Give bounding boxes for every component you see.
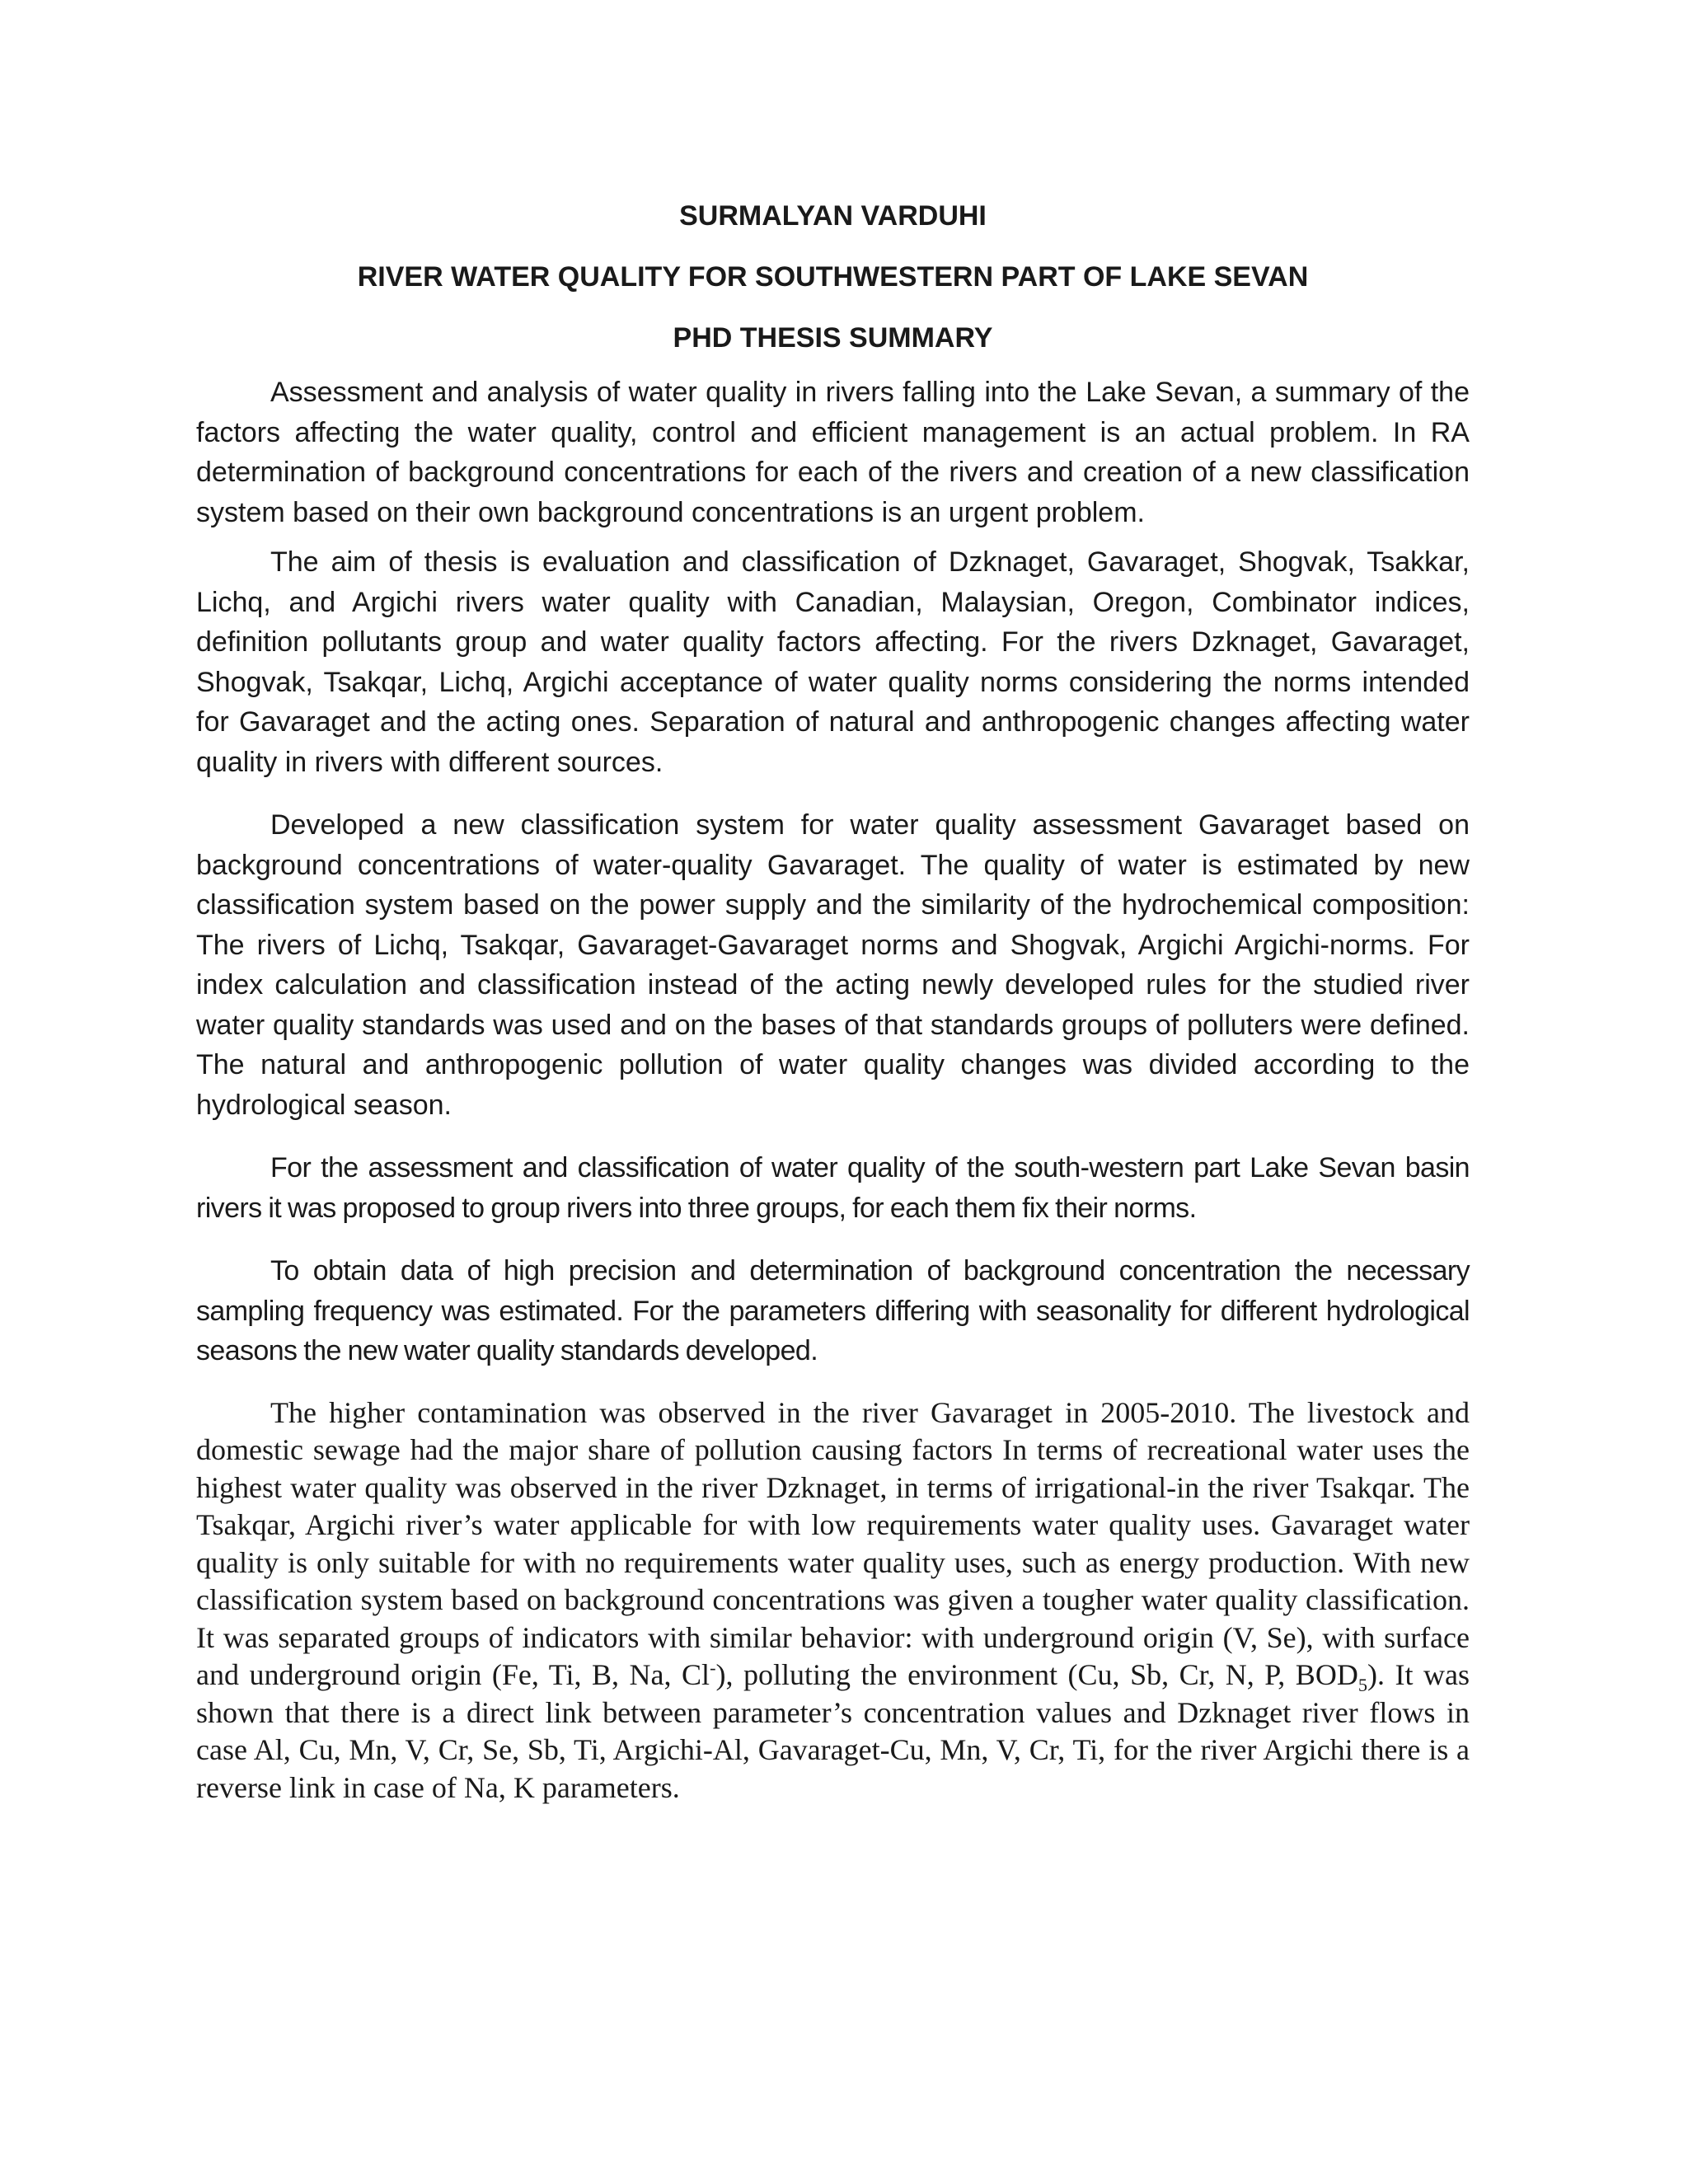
paragraph-6: [196, 1394, 1470, 1807]
paragraph-4: For the assessment and classification of water quality of the south-western part Lake Sevan basin rivers it was proposed to group rivers into three groups, for each them fix their norms.: [196, 1152, 1470, 1224]
paragraph-6-part-a: The higher contamination was observed in the river Gavaraget in 2005-2010. The livestock and domestic sewage had the major share of pollution causing factors In terms of recreational water uses the highest water quality was observed in the river Dzknaget, in terms of irrigational-in the river Tsakqar. The Tsakqar, Argichi river’s water applicable for with low requirements water quality uses. Gavaraget water quality is only suitable for with no requirements water quality uses, such as energy production. With new classification system based on background concentrations was given a tougher water quality classification. It was separated groups of indicators with similar behavior: with underground origin (V, Se), with surface and underground origin (Fe, Ti, B, Na, Cl: [196, 1395, 1470, 1691]
bod-subscript: 5: [1357, 1675, 1367, 1696]
document-page: [196, 198, 1470, 1816]
thesis-title: RIVER WATER QUALITY FOR SOUTHWESTERN PART OF LAKE SEVAN: [357, 261, 1309, 293]
paragraph-1: Assessment and analysis of water quality in rivers falling into the Lake Sevan, a summary of the factors affecting the water quality, control and efficient management is an actual problem. In RA determination of background concentrations for each of the rivers and creation of a new classification system based on their own background concentrations is an urgent problem.: [196, 377, 1470, 528]
paragraph-2: The aim of thesis is evaluation and classification of Dzknaget, Gavaraget, Shogvak, Tsakkar, Lichq, and Argichi rivers water quality with Canadian, Malaysian, Oregon, Combinator indices, definition pollutants group and water quality factors affecting. For the rivers Dzknaget, Gavaraget, Shogvak, Tsakqar, Lichq, Argichi acceptance of water quality norms considering the norms intended for Gavaraget and the acting ones. Separation of natural and anthropogenic changes affecting water quality in rivers with different sources.: [196, 546, 1470, 778]
paragraph-5: To obtain data of high precision and determination of background concentration the necessary sampling frequency was estimated. For the parameters differing with seasonality for different hydrological seasons the new water quality standards developed.: [196, 1255, 1470, 1366]
chloride-charge: -: [710, 1657, 716, 1678]
author-name: SURMALYAN VARDUHI: [679, 200, 987, 232]
paragraph-6-part-b: ), polluting the environment (Cu, Sb, Cr, N, P, BOD: [715, 1658, 1358, 1691]
paragraph-3: Developed a new classification system for water quality assessment Gavaraget based on background concentrations of water-quality Gavaraget. The quality of water is estimated by new classification system based on the power supply and the similarity of the hydrochemical composition: The rivers of Lichq, Tsakqar, Gavaraget-Gavaraget norms and Shogvak, Argichi Argichi-norms. For index calculation and classification instead of the acting newly developed rules for the studied river water quality standards was used and on the bases of that standards groups of polluters were defined. The natural and anthropogenic pollution of water quality changes was divided according to the hydrological season.: [196, 809, 1470, 1121]
paragraph-6-part-c: ). It was shown that there is a direct link between parameter’s concentration values and Dzknaget river flows in case Al, Cu, Mn, V, Cr, Se, Sb, Ti, Argichi-Al, Gavaraget-Cu, Mn, V, Cr, Ti, for the river Argichi there is a reverse link in case of Na, K parameters.: [196, 1658, 1470, 1804]
document-subtitle: PHD THESIS SUMMARY: [673, 322, 993, 354]
